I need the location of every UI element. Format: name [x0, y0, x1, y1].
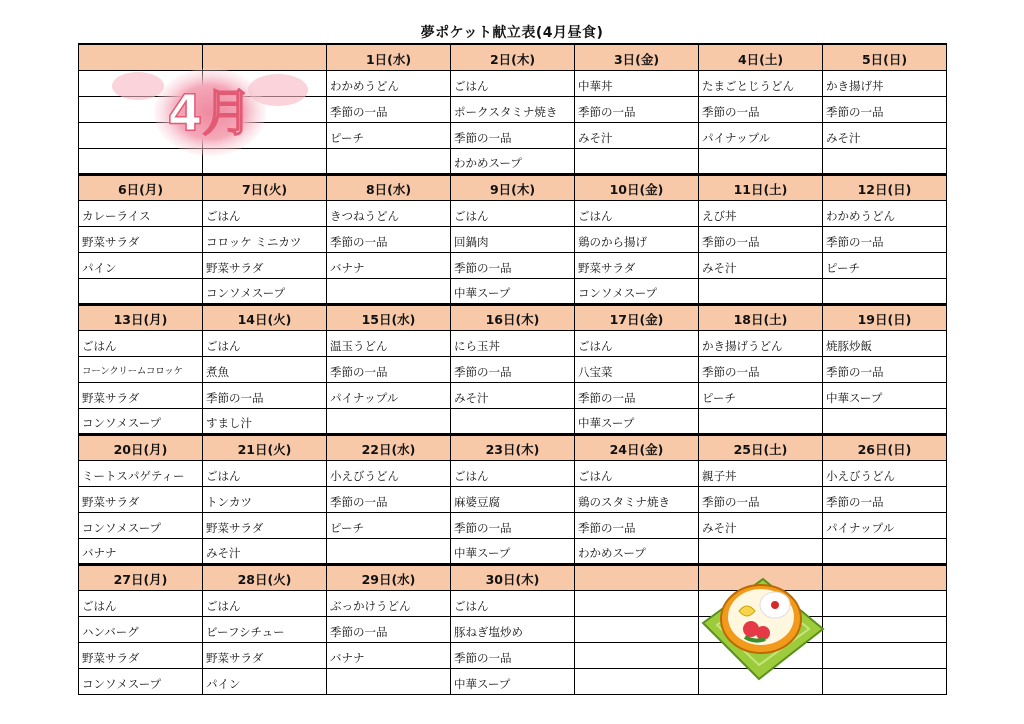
dish-row — [79, 512, 947, 538]
dish-cell: 豚ねぎ塩炒め — [451, 616, 575, 642]
dish-cell — [823, 148, 947, 174]
dish-cell: パイン — [79, 252, 203, 278]
day-header: 7日(火) — [203, 174, 327, 200]
dish-cell: 季節の一品 — [575, 96, 699, 122]
day-header: 23日(木) — [451, 434, 575, 460]
page-title: 夢ポケット献立表(4月昼食) — [420, 25, 604, 41]
day-header: 17日(金) — [575, 304, 699, 330]
dish-cell: きつねうどん — [327, 200, 451, 226]
dish-cell: 煮魚 — [203, 356, 327, 382]
dish-cell: ビーフシチュー — [203, 616, 327, 642]
dish-cell: ぶっかけうどん — [327, 590, 451, 616]
dish-cell: 野菜サラダ — [203, 512, 327, 538]
dish-cell: 野菜サラダ — [79, 486, 203, 512]
dish-cell: 野菜サラダ — [575, 252, 699, 278]
dish-cell: わかめうどん — [823, 200, 947, 226]
dish-cell: 季節の一品 — [451, 122, 575, 148]
day-header: 21日(火) — [203, 434, 327, 460]
dish-cell — [823, 538, 947, 564]
week-header-row — [79, 174, 947, 200]
dish-row — [79, 252, 947, 278]
week-header-row — [79, 304, 947, 330]
dish-cell: 野菜サラダ — [79, 382, 203, 408]
dish-cell: ミートスパゲティー — [79, 460, 203, 486]
dish-cell: たまごとじうどん — [699, 70, 823, 96]
dish-cell: 季節の一品 — [451, 252, 575, 278]
dish-row — [79, 226, 947, 252]
dish-cell: ごはん — [451, 590, 575, 616]
empty-day-header — [823, 564, 947, 590]
dish-cell: みそ汁 — [451, 382, 575, 408]
dish-cell — [823, 642, 947, 668]
dish-cell: バナナ — [327, 642, 451, 668]
dish-cell: 回鍋肉 — [451, 226, 575, 252]
dish-cell: ごはん — [575, 460, 699, 486]
dish-cell: バナナ — [327, 252, 451, 278]
dish-row — [79, 486, 947, 512]
dish-cell: 中華スープ — [451, 538, 575, 564]
month-badge-illustration — [98, 64, 316, 158]
dish-cell: 季節の一品 — [823, 96, 947, 122]
day-header: 25日(土) — [699, 434, 823, 460]
dish-cell: 小えびうどん — [823, 460, 947, 486]
day-header: 13日(月) — [79, 304, 203, 330]
dish-cell: 鶏のから揚げ — [575, 226, 699, 252]
bento-lunchbox-icon — [695, 571, 827, 685]
dish-cell: トンカツ — [203, 486, 327, 512]
dish-cell: 中華スープ — [451, 668, 575, 694]
dish-cell: わかめスープ — [575, 538, 699, 564]
dish-cell: 季節の一品 — [451, 512, 575, 538]
dish-cell: ごはん — [203, 460, 327, 486]
dish-cell: コンソメスープ — [575, 278, 699, 304]
dish-cell: みそ汁 — [203, 538, 327, 564]
dish-cell: 季節の一品 — [327, 96, 451, 122]
dish-cell — [327, 668, 451, 694]
dish-cell: ごはん — [575, 200, 699, 226]
dish-cell: 季節の一品 — [699, 356, 823, 382]
pink-blob-decoration — [112, 72, 164, 100]
empty-day-header — [575, 564, 699, 590]
dish-cell: ピーチ — [327, 122, 451, 148]
dish-cell — [575, 668, 699, 694]
dish-cell: カレーライス — [79, 200, 203, 226]
day-header: 28日(火) — [203, 564, 327, 590]
day-header: 19日(日) — [823, 304, 947, 330]
day-header: 26日(日) — [823, 434, 947, 460]
dish-row — [79, 356, 947, 382]
dish-cell: 季節の一品 — [451, 356, 575, 382]
day-header: 12日(日) — [823, 174, 947, 200]
dish-cell: みそ汁 — [699, 252, 823, 278]
day-header: 30日(木) — [451, 564, 575, 590]
dish-cell: パイナップル — [699, 122, 823, 148]
dish-row — [79, 382, 947, 408]
dish-cell — [451, 408, 575, 434]
dish-cell: ポークスタミナ焼き — [451, 96, 575, 122]
day-header: 11日(土) — [699, 174, 823, 200]
dish-cell: コンソメスープ — [79, 668, 203, 694]
dish-cell: 野菜サラダ — [79, 642, 203, 668]
dish-cell: にら玉丼 — [451, 330, 575, 356]
dish-cell: かき揚げうどん — [699, 330, 823, 356]
dish-cell: 小えびうどん — [327, 460, 451, 486]
dish-cell: 季節の一品 — [575, 512, 699, 538]
day-header: 27日(月) — [79, 564, 203, 590]
dish-cell: ごはん — [451, 460, 575, 486]
dish-cell — [823, 408, 947, 434]
week-header-row — [79, 434, 947, 460]
dish-cell: 野菜サラダ — [79, 226, 203, 252]
dish-cell: ハンバーグ — [79, 616, 203, 642]
dish-cell: ごはん — [575, 330, 699, 356]
dish-cell — [327, 278, 451, 304]
dish-cell: ピーチ — [699, 382, 823, 408]
dish-cell: パイナップル — [327, 382, 451, 408]
dish-cell: 季節の一品 — [823, 226, 947, 252]
day-header: 20日(月) — [79, 434, 203, 460]
dish-cell: 季節の一品 — [327, 486, 451, 512]
day-header: 22日(水) — [327, 434, 451, 460]
dish-cell: ごはん — [451, 200, 575, 226]
dish-cell: 親子丼 — [699, 460, 823, 486]
dish-cell — [699, 538, 823, 564]
dish-cell — [327, 408, 451, 434]
dish-cell: パイン — [203, 668, 327, 694]
day-header: 5日(日) — [823, 44, 947, 70]
dish-cell: ごはん — [79, 590, 203, 616]
dish-cell — [699, 148, 823, 174]
day-header: 2日(木) — [451, 44, 575, 70]
day-header: 9日(木) — [451, 174, 575, 200]
day-header: 24日(金) — [575, 434, 699, 460]
dish-cell: すまし汁 — [203, 408, 327, 434]
dish-cell: 季節の一品 — [699, 486, 823, 512]
dish-cell — [327, 538, 451, 564]
dish-cell: わかめスープ — [451, 148, 575, 174]
day-header: 16日(木) — [451, 304, 575, 330]
dish-cell: 中華スープ — [451, 278, 575, 304]
dish-cell: ピーチ — [327, 512, 451, 538]
dish-cell: 野菜サラダ — [203, 252, 327, 278]
dish-cell: 季節の一品 — [575, 382, 699, 408]
dish-row — [79, 408, 947, 434]
dish-cell: 季節の一品 — [451, 642, 575, 668]
dish-row — [79, 200, 947, 226]
day-header: 29日(水) — [327, 564, 451, 590]
dish-cell — [823, 590, 947, 616]
dish-row — [79, 330, 947, 356]
dish-cell: ごはん — [203, 590, 327, 616]
dish-cell: 中華丼 — [575, 70, 699, 96]
day-header: 14日(火) — [203, 304, 327, 330]
dish-cell: 季節の一品 — [327, 616, 451, 642]
dish-cell: コーンクリームコロッケ — [79, 356, 203, 382]
dish-cell: みそ汁 — [823, 122, 947, 148]
dish-cell: 季節の一品 — [823, 356, 947, 382]
dish-cell — [575, 148, 699, 174]
dish-cell: 季節の一品 — [327, 226, 451, 252]
dish-cell — [575, 616, 699, 642]
dish-cell: 八宝菜 — [575, 356, 699, 382]
dish-cell: 季節の一品 — [823, 486, 947, 512]
day-header: 1日(水) — [327, 44, 451, 70]
dish-cell: 中華スープ — [575, 408, 699, 434]
dish-row — [79, 538, 947, 564]
dish-cell: ごはん — [203, 330, 327, 356]
dish-cell — [575, 642, 699, 668]
day-header: 6日(月) — [79, 174, 203, 200]
day-header: 4日(土) — [699, 44, 823, 70]
dish-cell: 温玉うどん — [327, 330, 451, 356]
dish-cell — [327, 148, 451, 174]
dish-cell: 中華スープ — [823, 382, 947, 408]
dish-cell: みそ汁 — [575, 122, 699, 148]
dish-cell: 焼豚炒飯 — [823, 330, 947, 356]
dish-cell: ごはん — [451, 70, 575, 96]
dish-cell: 季節の一品 — [327, 356, 451, 382]
dish-row — [79, 278, 947, 304]
dish-cell — [79, 278, 203, 304]
dish-cell — [699, 408, 823, 434]
day-header: 18日(土) — [699, 304, 823, 330]
dish-cell: えび丼 — [699, 200, 823, 226]
dish-cell: 季節の一品 — [699, 96, 823, 122]
dish-cell — [575, 590, 699, 616]
dish-cell: コンソメスープ — [203, 278, 327, 304]
dish-cell: ごはん — [79, 330, 203, 356]
dish-cell: ごはん — [203, 200, 327, 226]
dish-cell: わかめうどん — [327, 70, 451, 96]
dish-cell: コンソメスープ — [79, 408, 203, 434]
day-header: 10日(金) — [575, 174, 699, 200]
dish-cell: 鶏のスタミナ焼き — [575, 486, 699, 512]
dish-cell: パイナップル — [823, 512, 947, 538]
dish-cell: かき揚げ丼 — [823, 70, 947, 96]
day-header: 3日(金) — [575, 44, 699, 70]
day-header: 8日(水) — [327, 174, 451, 200]
dish-cell: 季節の一品 — [699, 226, 823, 252]
dish-cell: バナナ — [79, 538, 203, 564]
dish-cell — [823, 668, 947, 694]
dish-cell: ピーチ — [823, 252, 947, 278]
dish-cell: コンソメスープ — [79, 512, 203, 538]
dish-row — [79, 460, 947, 486]
month-badge-text: 4月 — [167, 84, 253, 142]
dish-cell: 季節の一品 — [203, 382, 327, 408]
dish-cell: 野菜サラダ — [203, 642, 327, 668]
dish-cell — [823, 616, 947, 642]
dish-cell: コロッケ ミニカツ — [203, 226, 327, 252]
dish-cell — [699, 278, 823, 304]
dish-cell: 麻婆豆腐 — [451, 486, 575, 512]
day-header: 15日(水) — [327, 304, 451, 330]
dish-cell: みそ汁 — [699, 512, 823, 538]
dish-cell — [823, 278, 947, 304]
